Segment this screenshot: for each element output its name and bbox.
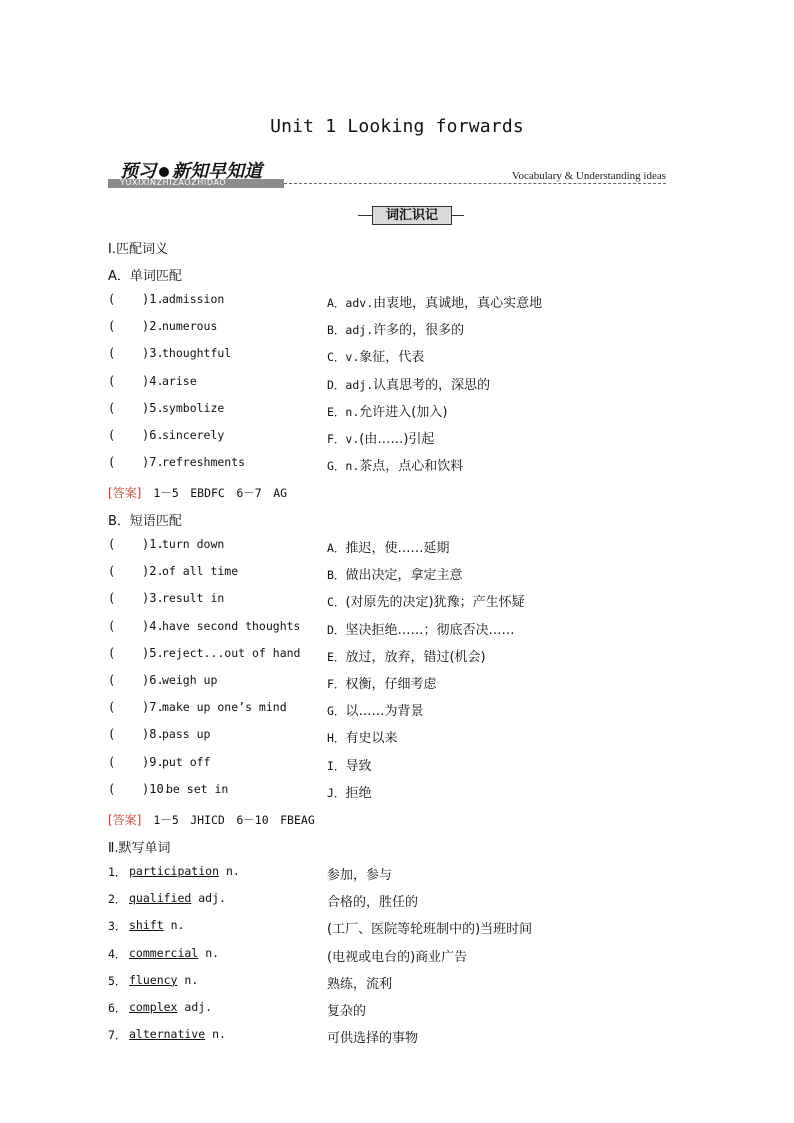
phrase-number: )3. bbox=[142, 591, 164, 606]
word-term: arise bbox=[162, 373, 197, 388]
dictation-word: shift bbox=[129, 918, 164, 933]
dictation-term bbox=[129, 946, 219, 960]
phrase-option-letter: J． bbox=[327, 785, 346, 800]
part1-heading: Ⅰ.匹配词义 bbox=[108, 242, 168, 257]
dictation-pos: n. bbox=[205, 945, 220, 960]
dictation-word: participation bbox=[129, 864, 220, 878]
dictation-pos: n. bbox=[170, 918, 185, 933]
phrase-number: )1. bbox=[142, 537, 164, 551]
phrase-row bbox=[108, 619, 668, 637]
word-row bbox=[108, 428, 668, 446]
word-number: )6. bbox=[142, 428, 164, 442]
banner-pinyin: YUXIXINZHIZAOZHIDAO bbox=[120, 178, 227, 187]
answer-blank-open: ( bbox=[108, 618, 116, 633]
banner-english: Vocabulary & Understanding ideas bbox=[511, 170, 666, 182]
phrase-row bbox=[108, 591, 668, 609]
answer-a-tag: [答案] bbox=[108, 486, 142, 500]
dictation-number: 5． bbox=[108, 973, 127, 988]
phrase-definition: 坚决拒绝……；彻底否决…… bbox=[345, 622, 515, 638]
part2-heading: Ⅱ.默写单词 bbox=[108, 841, 171, 856]
phrase-row bbox=[108, 755, 668, 773]
dictation-term bbox=[129, 973, 198, 987]
phrase-option bbox=[327, 755, 371, 774]
word-option bbox=[327, 428, 434, 447]
dictation-definition: (工厂、医院等轮班制中的)当班时间 bbox=[327, 922, 533, 938]
answer-blank-open: ( bbox=[108, 564, 116, 579]
phrase-number: )9. bbox=[142, 754, 164, 769]
phrase-definition: 权衡，仔细考虑 bbox=[345, 677, 437, 692]
answer-blank-open: ( bbox=[108, 292, 116, 306]
phrase-option bbox=[327, 700, 423, 719]
dictation-row bbox=[108, 946, 668, 964]
answer-blank-open: ( bbox=[108, 319, 116, 334]
phrase-definition: 有史以来 bbox=[345, 731, 398, 747]
dictation-row bbox=[108, 1027, 668, 1045]
word-row bbox=[108, 292, 668, 310]
phrase-definition: 导致 bbox=[345, 758, 372, 774]
phrase-number: )10. bbox=[142, 781, 171, 796]
phrase-term: make up one’s mind bbox=[162, 700, 287, 715]
phrase-number: )6. bbox=[142, 673, 164, 687]
word-option-letter: D．adj. bbox=[327, 377, 374, 392]
dictation-row bbox=[108, 891, 668, 909]
word-option bbox=[327, 455, 463, 474]
phrase-term: have second thoughts bbox=[162, 618, 301, 633]
part1-sub-a: A．单词匹配 bbox=[108, 269, 182, 284]
phrase-term: turn down bbox=[162, 537, 225, 551]
answer-blank-open: ( bbox=[108, 428, 116, 442]
phrase-row bbox=[108, 537, 668, 555]
dictation-row bbox=[108, 973, 668, 991]
dictation-word: fluency bbox=[129, 972, 178, 987]
answer-b-tag: [答案] bbox=[108, 813, 142, 827]
answer-blank-open: ( bbox=[108, 537, 116, 551]
answer-blank-open: ( bbox=[108, 400, 116, 415]
vocab-section-label-text: 词汇识记 bbox=[372, 206, 452, 225]
phrase-option bbox=[327, 727, 397, 746]
word-definition: 许多的，很多的 bbox=[373, 323, 465, 339]
dictation-term bbox=[129, 1000, 212, 1014]
dictation-term bbox=[129, 918, 184, 932]
answer-blank-open: ( bbox=[108, 373, 116, 388]
phrase-number: )2. bbox=[142, 564, 164, 579]
phrase-number: )8. bbox=[142, 727, 164, 742]
word-option-letter: G．n. bbox=[327, 459, 360, 474]
word-number: )1. bbox=[142, 292, 164, 306]
word-row bbox=[108, 374, 668, 392]
dictation-row bbox=[108, 1000, 668, 1018]
answer-blank-open: ( bbox=[108, 346, 116, 361]
word-term: thoughtful bbox=[162, 346, 232, 361]
phrase-term: be set in bbox=[166, 781, 229, 796]
word-definition: 茶点，点心和饮料 bbox=[359, 459, 464, 475]
phrase-term: reject...out of hand bbox=[162, 645, 301, 660]
phrase-option bbox=[327, 591, 525, 610]
phrase-term: pass up bbox=[162, 727, 211, 742]
phrase-definition: 拒绝 bbox=[345, 785, 372, 801]
phrase-option-letter: B． bbox=[327, 568, 346, 583]
answer-blank-open: ( bbox=[108, 781, 116, 796]
word-option-letter: E．n. bbox=[327, 404, 360, 419]
dictation-word: qualified bbox=[129, 891, 192, 906]
phrase-row bbox=[108, 673, 668, 691]
page-title: Unit 1 Looking forwards bbox=[270, 116, 524, 137]
dictation-number: 1． bbox=[108, 865, 127, 879]
part1-sub-b: B．短语匹配 bbox=[108, 514, 182, 529]
phrase-definition: 放过，放弃，错过(机会) bbox=[345, 649, 486, 665]
bullet-icon bbox=[159, 167, 169, 177]
dictation-row bbox=[108, 918, 668, 936]
phrase-definition: (对原先的决定)犹豫；产生怀疑 bbox=[345, 595, 525, 611]
word-number: )4. bbox=[142, 373, 164, 388]
dictation-pos: n. bbox=[225, 864, 240, 878]
dictation-definition: 参加，参与 bbox=[327, 868, 393, 883]
word-term: admission bbox=[162, 292, 225, 306]
dictation-pos: adj. bbox=[198, 891, 226, 906]
dictation-definition: 复杂的 bbox=[327, 1004, 367, 1019]
word-option bbox=[327, 346, 424, 365]
word-definition: 象征，代表 bbox=[359, 350, 425, 366]
dictation-pos: n. bbox=[184, 972, 199, 987]
answer-blank-open: ( bbox=[108, 754, 116, 769]
dictation-definition: 熟练，流利 bbox=[327, 976, 393, 992]
word-option-letter: A．adv. bbox=[327, 296, 374, 310]
phrase-option bbox=[327, 619, 514, 638]
phrase-option bbox=[327, 782, 371, 801]
answer-blank-open: ( bbox=[108, 591, 116, 606]
phrase-row bbox=[108, 727, 668, 745]
phrase-option bbox=[327, 564, 462, 583]
word-option bbox=[327, 319, 464, 338]
dictation-definition: 可供选择的事物 bbox=[327, 1031, 419, 1047]
phrase-term: result in bbox=[162, 591, 225, 606]
banner-title-a: 预习 bbox=[120, 161, 156, 182]
word-term: sincerely bbox=[162, 428, 225, 442]
phrase-option-letter: D． bbox=[327, 622, 346, 637]
word-option-letter: C．v. bbox=[327, 350, 360, 365]
answer-a-text: 1－5 EBDFC 6－7 AG bbox=[153, 486, 288, 500]
word-number: )3. bbox=[142, 346, 164, 361]
section-banner bbox=[108, 155, 668, 191]
word-definition: 由衷地，真诚地，真心实意地 bbox=[373, 296, 543, 311]
answer-blank-open: ( bbox=[108, 645, 116, 660]
dictation-pos: adj. bbox=[184, 1000, 213, 1014]
phrase-option-letter: G． bbox=[327, 704, 346, 719]
dictation-number: 6． bbox=[108, 1001, 127, 1015]
phrase-row bbox=[108, 646, 668, 664]
dictation-definition: (电视或电台的)商业广告 bbox=[327, 949, 468, 965]
word-row bbox=[108, 319, 668, 337]
answer-a bbox=[108, 484, 287, 501]
word-definition: 允许进入(加入) bbox=[359, 404, 448, 420]
word-number: )5. bbox=[142, 400, 164, 415]
word-option bbox=[327, 292, 542, 311]
phrase-definition: 做出决定，拿定主意 bbox=[345, 568, 463, 584]
word-option-letter: F．v. bbox=[327, 432, 360, 446]
phrase-row bbox=[108, 782, 668, 800]
phrase-definition: 推迟，使……延期 bbox=[345, 541, 450, 556]
dictation-term bbox=[129, 1027, 226, 1041]
phrase-term: weigh up bbox=[162, 673, 218, 687]
answer-blank-open: ( bbox=[108, 727, 116, 742]
phrase-option-letter: I． bbox=[327, 758, 346, 773]
dictation-term bbox=[129, 864, 240, 878]
word-row bbox=[108, 346, 668, 364]
banner-divider bbox=[284, 183, 666, 184]
banner-title bbox=[120, 157, 262, 183]
word-term: symbolize bbox=[162, 400, 225, 415]
dictation-word: commercial bbox=[129, 945, 199, 960]
answer-b-text: 1－5 JHICD 6－10 FBEAG bbox=[153, 813, 315, 827]
answer-b bbox=[108, 811, 315, 828]
word-definition: (由……)引起 bbox=[359, 432, 435, 447]
dictation-word: complex bbox=[129, 1000, 178, 1014]
phrase-option-letter: C． bbox=[327, 595, 346, 610]
phrase-option bbox=[327, 646, 486, 665]
word-option bbox=[327, 401, 447, 420]
phrase-number: )7. bbox=[142, 700, 164, 715]
answer-blank-open: ( bbox=[108, 700, 116, 715]
word-row bbox=[108, 401, 668, 419]
phrase-definition: 以……为背景 bbox=[345, 704, 424, 720]
dictation-definition: 合格的，胜任的 bbox=[327, 895, 419, 911]
dictation-word: alternative bbox=[129, 1027, 206, 1042]
word-option-letter: B．adj. bbox=[327, 323, 374, 338]
phrase-option-letter: A． bbox=[327, 541, 346, 555]
phrase-term: put off bbox=[162, 754, 211, 769]
phrase-number: )5. bbox=[142, 645, 164, 660]
word-definition: 认真思考的，深思的 bbox=[373, 377, 491, 393]
answer-blank-open: ( bbox=[108, 455, 116, 470]
answer-blank-open: ( bbox=[108, 673, 116, 687]
word-term: refreshments bbox=[162, 455, 246, 470]
phrase-option-letter: E． bbox=[327, 649, 346, 664]
dictation-number: 7． bbox=[108, 1028, 127, 1043]
phrase-row bbox=[108, 564, 668, 582]
word-term: numerous bbox=[162, 319, 218, 334]
phrase-number: )4. bbox=[142, 618, 164, 633]
word-number: )2. bbox=[142, 319, 164, 334]
word-number: )7. bbox=[142, 455, 164, 470]
phrase-row bbox=[108, 700, 668, 718]
dictation-row bbox=[108, 864, 668, 882]
banner-title-b: 新知早知道 bbox=[172, 161, 262, 182]
phrase-option bbox=[327, 673, 436, 692]
dictation-number: 4． bbox=[108, 946, 127, 961]
phrase-option-letter: F． bbox=[327, 677, 346, 691]
phrase-term: of all time bbox=[162, 564, 239, 579]
word-option bbox=[327, 374, 490, 393]
dictation-pos: n. bbox=[212, 1027, 226, 1042]
vocab-section-label bbox=[358, 206, 464, 224]
word-row bbox=[108, 455, 668, 473]
dictation-number: 2． bbox=[108, 892, 127, 907]
dictation-number: 3． bbox=[108, 919, 127, 934]
phrase-option bbox=[327, 537, 449, 556]
dictation-term bbox=[129, 891, 226, 905]
phrase-option-letter: H． bbox=[327, 731, 346, 746]
